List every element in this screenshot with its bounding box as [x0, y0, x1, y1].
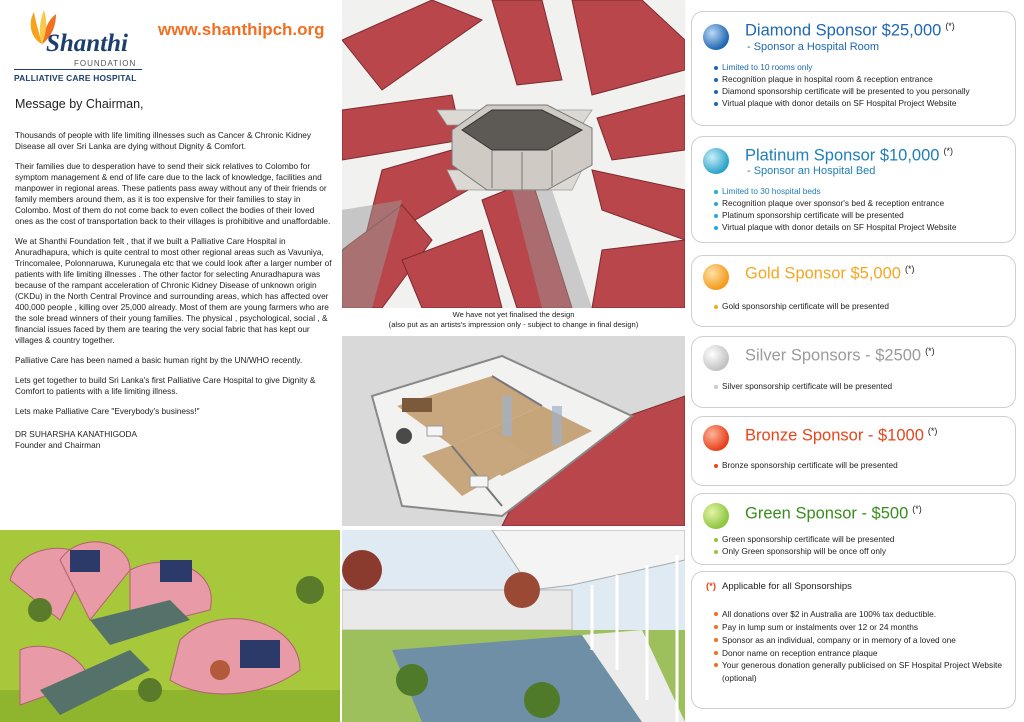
message-paragraph: Lets get together to build Sri Lanka's first Palliative Care Hospital to give Dignity & Comfort to patients with a life limiting illness. [15, 375, 316, 397]
foundation-logo [14, 8, 164, 84]
caption-line-2: (also put as an artists's impression only - subject to change in final design) [388, 319, 639, 329]
benefit-item: Platinum sponsorship certificate will be presented [714, 210, 956, 222]
diamond-badge-icon [703, 24, 729, 50]
diamond-asterisk: (*) [945, 21, 955, 31]
gold-benefits [714, 301, 889, 313]
bronze-title: Bronze Sponsor - $1000 [745, 426, 924, 445]
terms-marker: (*) [706, 581, 717, 592]
aerial-design-rendering [342, 0, 685, 308]
brand-name: Shanthi [46, 30, 129, 57]
website-link[interactable]: www.shanthipch.org [158, 20, 325, 39]
message-paragraph: Palliative Care has been named a basic human right by the UN/WHO recently. [15, 355, 303, 366]
silver-benefits [714, 381, 892, 393]
terms-item: Your generous donation generally publicised on SF Hospital Project Website (optional) [714, 659, 1004, 685]
walkway-rendering [342, 530, 685, 722]
brand-foundation: FOUNDATION [74, 59, 137, 68]
bronze-badge-icon [703, 425, 729, 451]
gold-asterisk: (*) [904, 264, 915, 274]
benefit-item: Recognition plaque in hospital room & reception entrance [714, 74, 970, 86]
silver-asterisk: (*) [925, 346, 935, 356]
platinum-benefits [714, 186, 956, 233]
benefit-item: Virtual plaque with donor details on SF Hospital Project Website [714, 222, 956, 234]
terms-list [714, 608, 1004, 685]
caption-line-1: We have not yet finalised the design [452, 310, 575, 319]
gold-title: Gold Sponsor $5,000 [745, 264, 901, 283]
platinum-sponsor-card[interactable] [691, 136, 1016, 243]
platinum-subtitle: - Sponsor an Hospital Bed [747, 165, 876, 177]
terms-item: Sponsor as an individual, company or in memory of a loved one [714, 634, 1004, 647]
message-paragraph: Their families due to desperation have to send their sick relatives to Colombo for symptom management & end of life care due to the lack of knowledge, facilities and manpower in regional areas. These patients pass away without any of their friends or family members around them, as it is too expensive for their families to stay in Colombo. Most of them do not come back to even collect the bodies of their loved ones as the cost of transportation back to their villages is prohibitive and unaffordable. [15, 160, 331, 226]
terms-heading: Applicable for all Sponsorships [722, 581, 852, 592]
chairman-message [15, 96, 333, 451]
diamond-title: Diamond Sponsor $25,000 [745, 21, 942, 40]
benefit-item: Recognition plaque over sponsor's bed & reception entrance [714, 198, 956, 210]
gold-sponsor-card[interactable] [691, 255, 1016, 327]
bronze-benefits [714, 460, 898, 472]
terms-item: Pay in lump sum or instalments over 12 or 24 months [714, 621, 1004, 634]
platinum-badge-icon [703, 148, 729, 174]
gold-badge-icon [703, 264, 729, 290]
ward-floorplan-rendering [342, 336, 685, 526]
design-caption [342, 310, 685, 330]
diamond-subtitle: - Sponsor a Hospital Room [747, 41, 880, 53]
message-heading: Message by Chairman, [15, 97, 144, 111]
message-paragraph: We at Shanthi Foundation felt , that if we built a Palliative Care Hospital in Anuradhapura, which is quite central to most other regional areas such as Vavuniya, Trincomalee, Polonnaruwa, Kurunegala etc that we could look after a larger number of patients with life limiting illnesses . The other factor for selecting Anuradhapura was because of the rampant acceleration of Chronic Kidney Disease of unknown origin (CKDu) in the North Central Province and surrounding areas, which has affected over 400,000 people , killing over 25,000 already. Most of them are young farmers who are the sole bread winners of their young families. The physical , psychological, social , & financial issues faced by them are tearing the very social fabric that has kept our villages & country together. [15, 235, 332, 346]
platinum-asterisk: (*) [943, 146, 953, 156]
green-badge-icon [703, 503, 729, 529]
benefit-item: Silver sponsorship certificate will be presented [714, 381, 892, 393]
silver-sponsor-card[interactable] [691, 336, 1016, 408]
benefit-item: Limited to 30 hospital beds [714, 186, 956, 198]
benefit-item: Green sponsorship certificate will be presented [714, 534, 894, 546]
diamond-sponsor-card[interactable] [691, 11, 1016, 126]
terms-item: All donations over $2 in Australia are 100% tax deductible. [714, 608, 1004, 621]
green-title: Green Sponsor - $500 [745, 504, 909, 523]
message-paragraph: Lets make Palliative Care "Everybody's business!" [15, 406, 200, 417]
terms-item: Donor name on reception entrance plaque [714, 647, 1004, 660]
message-paragraph: Thousands of people with life limiting illnesses such as Cancer & Chronic Kidney Disease all over Sri Lanka are dying without Dignity & Comfort. [15, 129, 312, 151]
diamond-benefits [714, 62, 970, 109]
benefit-item: Diamond sponsorship certificate will be presented to you personally [714, 86, 970, 98]
site-aerial-rendering [0, 530, 340, 722]
silver-title: Silver Sponsors - $2500 [745, 346, 922, 365]
green-benefits [714, 534, 894, 558]
green-sponsor-card[interactable] [691, 493, 1016, 565]
bronze-asterisk: (*) [927, 426, 938, 436]
silver-badge-icon [703, 345, 729, 371]
signature-title: Founder and Chairman [15, 440, 101, 451]
brand-hospital: PALLIATIVE CARE HOSPITAL [14, 69, 142, 83]
benefit-item: Bronze sponsorship certificate will be presented [714, 460, 898, 472]
benefit-item: Only Green sponsorship will be once off only [714, 546, 894, 558]
benefit-item: Limited to 10 rooms only [714, 62, 970, 74]
signature-name: DR SUHARSHA KANATHIGODA [15, 429, 138, 440]
green-asterisk: (*) [912, 504, 922, 514]
bronze-sponsor-card[interactable] [691, 416, 1016, 486]
platinum-title: Platinum Sponsor $10,000 [745, 146, 940, 165]
benefit-item: Gold sponsorship certificate will be presented [714, 301, 889, 313]
benefit-item: Virtual plaque with donor details on SF Hospital Project Website [714, 98, 970, 110]
sponsorship-terms-card [691, 571, 1016, 709]
